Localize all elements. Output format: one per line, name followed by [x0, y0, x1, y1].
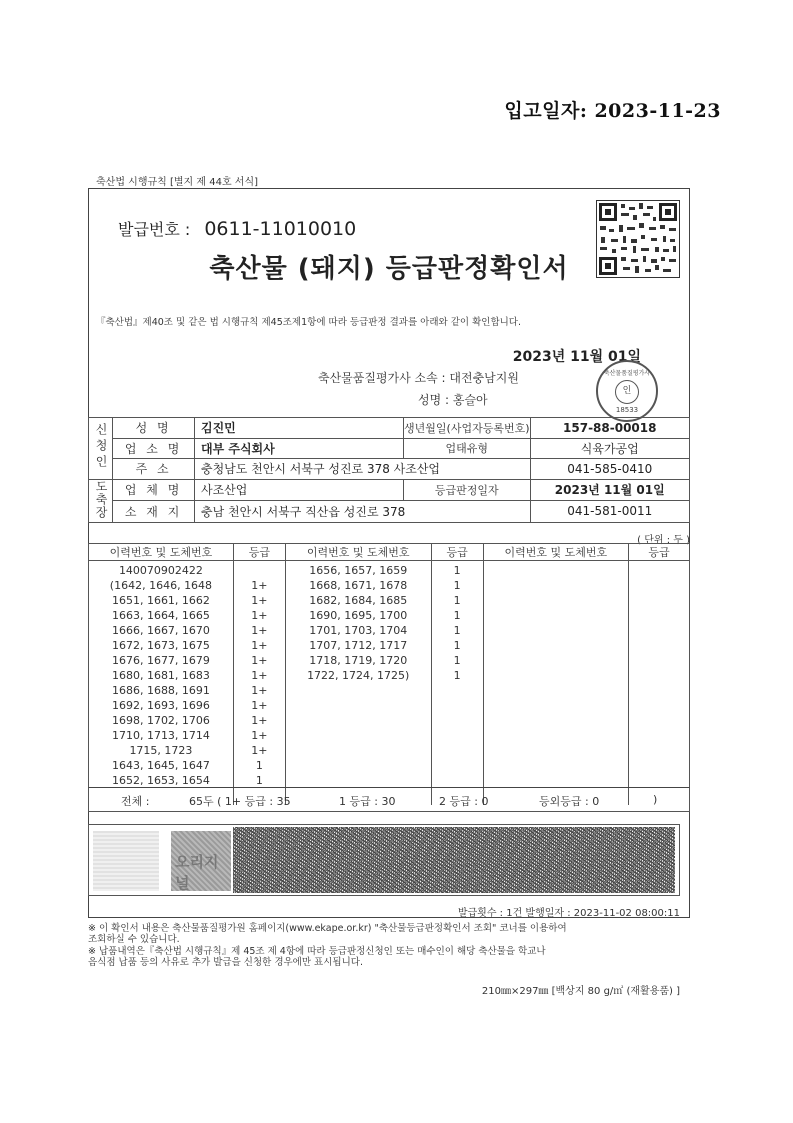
records-body-row — [89, 561, 690, 805]
grading-date: 2023년 11월 01일 — [530, 479, 689, 501]
grade-item: 1 — [453, 609, 461, 622]
list-item: (1642, 1646, 1648 — [109, 579, 213, 592]
watermark-text: 오리지널 — [175, 853, 219, 892]
column-header: 이력번호 및 도체번호 — [483, 544, 629, 561]
note-line: ※ 납품내역은『축산법 시행규칙』제 45조 제 4항에 따라 등급판정신청인 또는 매수인이 해당 축산물을 학교나 — [88, 946, 546, 957]
list-item: 1698, 1702, 1706 — [111, 714, 210, 727]
slaughterhouse-name-label: 업 체 명 — [113, 479, 195, 501]
column-header: 이력번호 및 도체번호 — [285, 544, 431, 561]
birth-label: 생년월일(사업자등록번호) — [404, 418, 530, 439]
list-item: 1656, 1657, 1659 — [309, 564, 408, 577]
issue-info: 발급횟수 : 1건 발행일자 : 2023-11-02 08:00:11 — [457, 908, 680, 919]
address-label: 주 소 — [113, 459, 195, 480]
table-row — [89, 459, 690, 480]
seal-top-text: 축산물품질평가사 — [603, 370, 651, 377]
grade-item: 1 — [453, 669, 461, 682]
security-pattern-light — [93, 831, 159, 891]
original-watermark — [171, 831, 231, 891]
list-item: 1710, 1713, 1714 — [111, 729, 210, 742]
form-reference: 축산법 시행규칙 [별지 제 44호 서식] — [96, 177, 259, 188]
intro-text: 『축산법』제40조 및 같은 법 시행규칙 제45조제1항에 따라 등급판정 결과를 아래와 같이 확인합니다. — [96, 317, 522, 328]
note-line: ※ 이 확인서 내용은 축산물품질평가원 홈페이지(www.ekape.or.kr) "축산물등급판정확인서 조회" 코너를 이용하여 — [88, 923, 567, 934]
records-grade-column-3 — [629, 561, 690, 805]
grade-item: 1 — [255, 774, 263, 787]
unit-label: ( 단위 : 두 ) — [637, 535, 690, 546]
table-row — [89, 418, 690, 439]
issue-date: 2023년 11월 01일 — [512, 349, 641, 365]
applicant-address: 충청남도 천안시 서북구 성진로 378 사조산업 — [194, 459, 530, 480]
column-header: 등급 — [629, 544, 690, 561]
records-grade-column-2 — [431, 561, 483, 805]
grade-item: 1 — [453, 594, 461, 607]
paper-spec: 210㎜×297㎜ [백상지 80 g/㎡ (재활용품) ] — [481, 986, 680, 997]
applicant-info-table — [88, 417, 690, 523]
location-label: 소 재 지 — [113, 501, 195, 523]
company-name: 대부 주식회사 — [194, 438, 403, 459]
column-header: 등급 — [233, 544, 285, 561]
total-count: 65두 ( 1+ 등급 : 35 — [189, 795, 291, 808]
list-item: 1680, 1681, 1683 — [111, 669, 210, 682]
applicant-group-text: 신청인 — [94, 422, 109, 471]
grade-item: 1+ — [251, 639, 268, 652]
grade-item: 1+ — [251, 594, 268, 607]
table-row — [89, 501, 690, 523]
records-column-2 — [285, 561, 431, 805]
list-item: 1718, 1719, 1720 — [309, 654, 408, 667]
grading-date-label: 등급판정일자 — [404, 479, 530, 501]
records-grade-column-1 — [233, 561, 285, 805]
slaughterhouse-phone: 041-581-0011 — [530, 501, 689, 523]
grade-item: 1 — [453, 654, 461, 667]
qr-code-icon[interactable] — [596, 200, 680, 278]
business-number: 157-88-00018 — [530, 418, 689, 439]
list-item: 1715, 1723 — [129, 744, 193, 757]
table-row — [89, 438, 690, 459]
total-summary — [88, 787, 690, 812]
slaughterhouse-location: 충남 천안시 서북구 직산읍 성진로 378 — [194, 501, 530, 523]
records-table — [88, 543, 690, 805]
list-item: 1668, 1671, 1678 — [309, 579, 408, 592]
records-header-row — [89, 544, 690, 561]
applicant-group-label — [89, 418, 113, 480]
grade-item: 1+ — [251, 654, 268, 667]
grade-item: 1 — [453, 579, 461, 592]
list-item: 1651, 1661, 1662 — [111, 594, 210, 607]
slaughterhouse-group-label — [89, 479, 113, 522]
grade-item: 1+ — [251, 744, 268, 757]
issue-number — [118, 217, 356, 240]
applicant-name: 김진민 — [194, 418, 403, 439]
list-item: 1666, 1667, 1670 — [111, 624, 210, 637]
list-item: 1692, 1693, 1696 — [111, 699, 210, 712]
grade-item: 1+ — [251, 624, 268, 637]
issue-number-value: 0611-11010010 — [204, 218, 357, 240]
applicant-phone: 041-585-0410 — [530, 459, 689, 480]
records-column-3 — [483, 561, 629, 805]
grade-item: 1 — [453, 639, 461, 652]
list-item: 1643, 1645, 1647 — [111, 759, 210, 772]
applicant-name-label: 성 명 — [113, 418, 195, 439]
total-out-grade: 등외등급 : 0 — [539, 795, 600, 808]
biztype-value: 식육가공업 — [530, 438, 689, 459]
biztype-label: 업태유형 — [404, 438, 530, 459]
receipt-date: 입고일자: 2023-11-23 — [504, 100, 721, 122]
records-column-1 — [89, 561, 234, 805]
grade-item: 1+ — [251, 669, 268, 682]
document-title: 축산물 (돼지) 등급판정확인서 — [209, 254, 569, 284]
note-line: 음식점 납품 등의 사유로 추가 발급을 신청한 경우에만 표시됩니다. — [88, 957, 363, 968]
column-header: 등급 — [431, 544, 483, 561]
grade-item: 1+ — [251, 729, 268, 742]
list-item: 1672, 1673, 1675 — [111, 639, 210, 652]
slaughterhouse-group-text: 도축장 — [94, 479, 109, 519]
list-item: 1707, 1712, 1717 — [309, 639, 408, 652]
grade-item: 1+ — [251, 579, 268, 592]
table-row — [89, 479, 690, 501]
grade-item: 1 — [255, 759, 263, 772]
list-item: 1701, 1703, 1704 — [309, 624, 408, 637]
official-seal — [596, 360, 658, 422]
company-label: 업 소 명 — [113, 438, 195, 459]
list-item: 1652, 1653, 1654 — [111, 774, 210, 787]
total-label: 전체 : — [121, 795, 150, 808]
grade-item: 1+ — [251, 699, 268, 712]
security-band — [88, 824, 680, 896]
issue-number-label: 발급번호 : — [118, 220, 191, 239]
total-grade1: 1 등급 : 30 — [339, 795, 396, 808]
column-header: 이력번호 및 도체번호 — [89, 544, 234, 561]
grade-item: 1 — [453, 564, 461, 577]
evaluator-affiliation: 축산물품질평가사 소속 : 대전충남지원 — [318, 371, 519, 385]
list-item: 1682, 1684, 1685 — [309, 594, 408, 607]
seal-center: 인 — [615, 380, 639, 404]
grade-item: 1+ — [251, 684, 268, 697]
grade-item: 1+ — [251, 609, 268, 622]
total-close: ) — [653, 793, 658, 806]
list-item: 140070902422 — [118, 564, 203, 577]
list-item: 1686, 1688, 1691 — [111, 684, 210, 697]
slaughterhouse-name: 사조산업 — [194, 479, 403, 501]
list-item: 1690, 1695, 1700 — [309, 609, 408, 622]
grade-item: 1+ — [251, 714, 268, 727]
note-line: 조회하실 수 있습니다. — [88, 934, 180, 945]
evaluator-name: 성명 : 홍슬아 — [418, 393, 488, 407]
list-item: 1676, 1677, 1679 — [111, 654, 210, 667]
list-item: 1722, 1724, 1725) — [307, 669, 410, 682]
grade-item: 1 — [453, 624, 461, 637]
seal-number: 18533 — [615, 406, 639, 414]
list-item: 1663, 1664, 1665 — [111, 609, 210, 622]
grade-item — [234, 563, 285, 578]
total-grade2: 2 등급 : 0 — [439, 795, 489, 808]
security-barcode-noise — [233, 827, 675, 893]
